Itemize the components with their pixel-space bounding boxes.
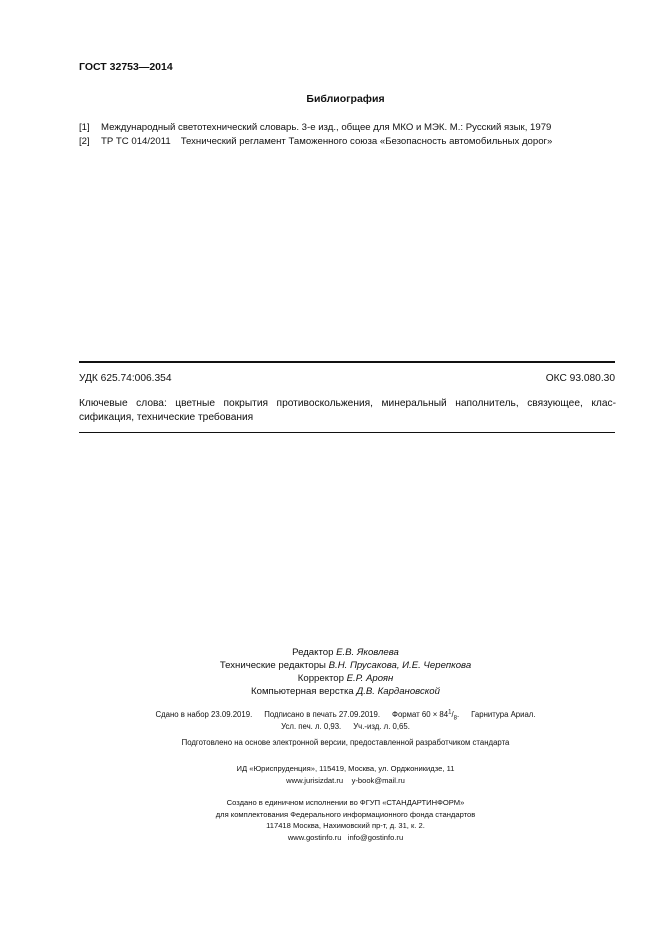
publication-info-line-2 [0,722,661,731]
keywords-line-1: Ключевые слова: цветные покрытия противоскольжения, минеральный наполнитель, связующее, клас- [79,398,616,409]
top-divider [79,361,615,363]
bibliography-title: Библиография [306,93,385,105]
bibliography-item-code: ТР ТС 014/2011 [101,136,171,147]
format: Формат $60 \times 84^1/_8$. [392,709,460,722]
editor-name: Е.В. Яковлева [336,647,399,658]
bottom-divider [79,432,615,433]
editor-label: Редактор [292,647,334,658]
bibliography-item-number: [1] [79,122,90,133]
font-info: Гарнитура Ариал. [471,709,536,719]
creator-site: www.gostinfo.ru [287,832,342,842]
bibliography-item [79,136,552,147]
layout-line [30,685,661,698]
keywords-line-2: сификация, технические требования [79,412,254,423]
publication-info-line-1 [0,709,661,721]
creator-contacts [30,832,661,844]
creator-line-1: Создано в единичном исполнении во ФГУП «СТАНДАРТИНФОРМ» [226,798,465,807]
publisher-email: y-book@mail.ru [351,775,405,785]
creator-email: info@gostinfo.ru [347,832,404,842]
publisher-contacts [30,775,661,787]
layout-name: Д.В. Кардановской [356,686,440,697]
creator-block [0,797,661,843]
udk-code: УДК 625.74:006.354 [79,373,172,384]
creator-line-2: для комплектования Федерального информационного фонда стандартов [215,809,476,819]
creator-line-3: 117418 Москва, Нахимовский пр-т, д. 31, к. 2. [266,821,425,830]
bibliography-item-text: Технический регламент Таможенного союза «Безопасность автомобильных дорог» [180,136,553,147]
document-code: ГОСТ 32753—2014 [79,61,173,73]
submitted-date: Сдано в набор 23.09.2019. [155,709,253,719]
publisher-address: ИД «Юриспруденция», 115419, Москва, ул. Орджоникидзе, 11 [236,764,455,773]
publisher-site: www.jurisizdat.ru [286,775,344,785]
signed-date: Подписано в печать 27.09.2019. [264,709,381,719]
prepared-note: Подготовлено на основе электронной версии, предоставленной разработчиком стандарта [181,738,510,747]
tech-editors-line [30,659,661,672]
tech-editors-label: Технические редакторы [219,660,326,671]
keywords [79,397,616,425]
editor-line [30,646,661,659]
corrector-name: Е.Р. Ароян [346,673,394,684]
bibliography-item [79,122,551,133]
corrector-label: Корректор [297,673,344,684]
corrector-line [30,672,661,685]
publication-sheets: Уч.-изд. л. 0,65. [353,722,410,731]
bibliography-item-number: [2] [79,136,90,147]
tech-editors-names: В.Н. Прусакова, И.Е. Черепкова [328,660,472,671]
print-sheets: Усл. печ. л. 0,93. [281,722,342,731]
layout-label: Компьютерная верстка [251,686,354,697]
credits-block [0,646,661,698]
publisher-block [0,763,661,786]
bibliography-item-text: Международный светотехнический словарь. 3-е изд., общее для МКО и МЭК. М.: Русский язык, 1979 [101,122,552,133]
oks-code: ОКС 93.080.30 [545,373,615,384]
